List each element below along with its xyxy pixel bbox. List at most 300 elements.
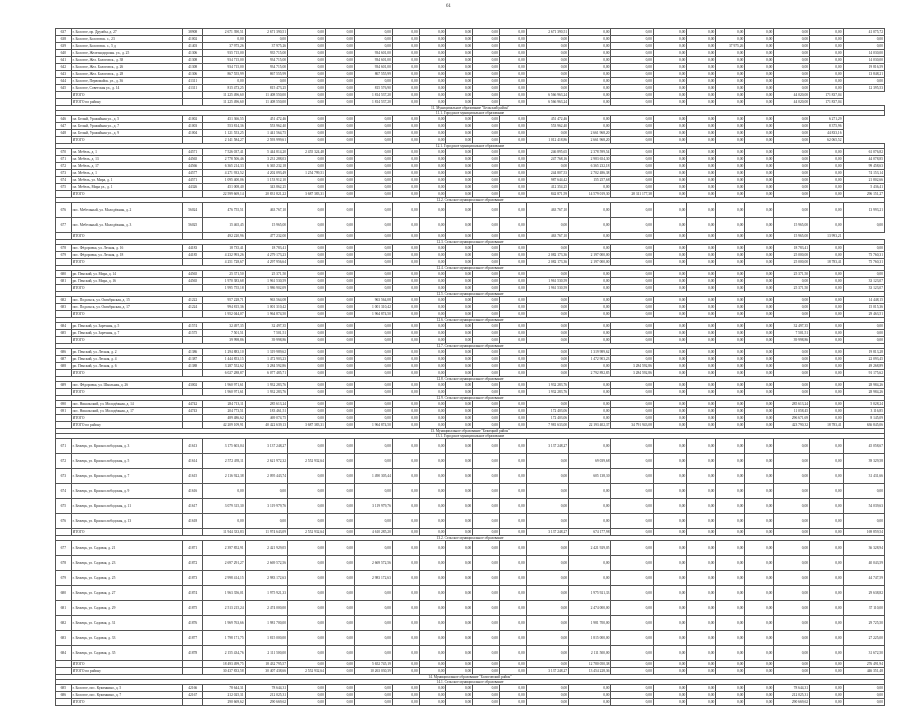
value-cell: 212 025,31 bbox=[203, 692, 245, 699]
value-cell: 0,00 bbox=[499, 556, 526, 571]
value-cell: 0,00 bbox=[325, 541, 354, 556]
value-cell: 25 371,50 bbox=[245, 271, 287, 278]
value-cell: 2 474 000,00 bbox=[569, 601, 611, 616]
code-cell: 42166 bbox=[183, 685, 203, 692]
row-number: 683 bbox=[56, 304, 72, 311]
value-cell: 0,00 bbox=[716, 130, 745, 137]
value-cell: 0,00 bbox=[499, 85, 526, 92]
value-cell: 0,00 bbox=[687, 499, 716, 514]
value-cell: 15 965,00 bbox=[774, 218, 810, 233]
value-cell: 11 225 496,60 bbox=[203, 99, 245, 106]
address-cell: г. Бежецк, ул. Садовая, д. 27 bbox=[71, 586, 183, 601]
value-cell: 0,00 bbox=[392, 699, 419, 706]
value-cell: 0,00 bbox=[325, 323, 354, 330]
value-cell: 0,00 bbox=[716, 311, 745, 318]
table-row bbox=[56, 541, 885, 556]
address-cell: г. Бологое, пос. Куженкино, д. 7 bbox=[71, 692, 183, 699]
code-cell bbox=[183, 99, 203, 106]
row-number: 683 bbox=[56, 631, 72, 646]
value-cell: 15 965,00 bbox=[245, 218, 287, 233]
value-cell: 78 644,31 bbox=[245, 685, 287, 692]
table-row bbox=[56, 271, 885, 278]
value-cell: 0,00 bbox=[774, 349, 810, 356]
value-cell: 4 610 285,20 bbox=[354, 529, 392, 536]
value-cell: 0,00 bbox=[653, 692, 686, 699]
code-cell bbox=[183, 191, 203, 198]
value-cell: 0,00 bbox=[745, 71, 774, 78]
value-cell: 0,00 bbox=[354, 370, 392, 377]
value-cell: 0,00 bbox=[611, 311, 653, 318]
value-cell: 0,00 bbox=[526, 163, 568, 170]
value-cell: 0,00 bbox=[716, 170, 745, 177]
value-cell: 18 783,41 bbox=[774, 245, 810, 252]
value-cell: 935 715,00 bbox=[245, 50, 287, 57]
value-cell: 0,00 bbox=[392, 363, 419, 370]
table-row bbox=[56, 116, 885, 123]
value-cell: 0,00 bbox=[419, 692, 446, 699]
value-cell: 0,00 bbox=[716, 259, 745, 266]
value-cell: 934 715,00 bbox=[245, 57, 287, 64]
value-cell: 0,00 bbox=[354, 514, 392, 529]
value-cell: 0,00 bbox=[325, 454, 354, 469]
address-cell: пл. Мебель, д. 1 bbox=[71, 149, 183, 156]
value-cell: 1 254 799,51 bbox=[288, 170, 326, 177]
value-cell: 0,00 bbox=[810, 401, 843, 408]
table-row bbox=[56, 363, 885, 370]
value-cell: 0,00 bbox=[653, 156, 686, 163]
value-cell: 0,00 bbox=[526, 43, 568, 50]
value-cell: 0,00 bbox=[810, 661, 843, 668]
value-cell: 0,00 bbox=[499, 601, 526, 616]
value-cell: 0,00 bbox=[687, 556, 716, 571]
value-cell: 1 932 283,76 bbox=[245, 382, 287, 389]
address-cell: г. Бежецк, ул. Краснослободская, д. 11 bbox=[71, 499, 183, 514]
value-cell: 62 065,52 bbox=[810, 137, 843, 144]
value-cell: 0,00 bbox=[526, 499, 568, 514]
value-cell: 0,00 bbox=[526, 541, 568, 556]
value-cell: 0,00 bbox=[473, 646, 500, 661]
value-cell: 934 601,00 bbox=[354, 50, 392, 57]
value-cell: 0,00 bbox=[745, 389, 774, 396]
value-cell: 0,00 bbox=[611, 137, 653, 144]
value-cell: 0,00 bbox=[843, 78, 884, 85]
value-cell: 1 815 000,00 bbox=[569, 631, 611, 646]
value-cell: 0,00 bbox=[810, 356, 843, 363]
value-cell: 0,00 bbox=[419, 85, 446, 92]
value-cell: 0,00 bbox=[810, 337, 843, 344]
value-cell: 0,00 bbox=[653, 123, 686, 130]
value-cell: 0,00 bbox=[526, 631, 568, 646]
table-row bbox=[56, 401, 885, 408]
table-row bbox=[56, 631, 885, 646]
value-cell: 0,00 bbox=[653, 356, 686, 363]
value-cell: 0,00 bbox=[716, 71, 745, 78]
value-cell: 0,00 bbox=[245, 514, 287, 529]
value-cell: 0,00 bbox=[446, 541, 473, 556]
value-cell: 0,00 bbox=[653, 137, 686, 144]
value-cell: 0,00 bbox=[419, 170, 446, 177]
address-cell: г. Бежецк, ул. Краснослободская, д. 9 bbox=[71, 484, 183, 499]
value-cell: 987 644,42 bbox=[526, 177, 568, 184]
value-cell: 0,00 bbox=[499, 57, 526, 64]
value-cell: 0,00 bbox=[810, 252, 843, 259]
value-cell: 1 964 874,50 bbox=[245, 311, 287, 318]
value-cell: 0,00 bbox=[392, 601, 419, 616]
value-cell: 0,00 bbox=[446, 363, 473, 370]
value-cell: 0,00 bbox=[653, 311, 686, 318]
value-cell: 2 421 929,05 bbox=[245, 541, 287, 556]
value-cell: 0,00 bbox=[687, 529, 716, 536]
value-cell: 0,00 bbox=[419, 370, 446, 377]
value-cell: 0,00 bbox=[611, 601, 653, 616]
value-cell: 39 329,58 bbox=[843, 454, 884, 469]
value-cell: 0,00 bbox=[745, 297, 774, 304]
table-row bbox=[56, 699, 885, 706]
table-row bbox=[56, 601, 885, 616]
value-cell: 28 984,26 bbox=[843, 389, 884, 396]
value-cell: 28 311 177,38 bbox=[611, 191, 653, 198]
value-cell: 0,00 bbox=[325, 631, 354, 646]
value-cell: 0,00 bbox=[473, 297, 500, 304]
value-cell: 6 365 214,33 bbox=[203, 163, 245, 170]
value-cell: 0,00 bbox=[745, 184, 774, 191]
value-cell: 0,00 bbox=[611, 297, 653, 304]
value-cell: 0,00 bbox=[446, 149, 473, 156]
value-cell: 0,00 bbox=[569, 43, 611, 50]
value-cell: 0,00 bbox=[419, 616, 446, 631]
row-number bbox=[56, 92, 72, 99]
table-row bbox=[56, 484, 885, 499]
value-cell: 0,00 bbox=[526, 50, 568, 57]
value-cell: 0,00 bbox=[419, 149, 446, 156]
value-cell: 0,00 bbox=[473, 601, 500, 616]
value-cell: 0,00 bbox=[499, 389, 526, 396]
value-cell: 0,00 bbox=[392, 278, 419, 285]
value-cell: 0,00 bbox=[745, 692, 774, 699]
value-cell: 0,00 bbox=[611, 484, 653, 499]
value-cell: 0,00 bbox=[687, 233, 716, 240]
value-cell: 1 095 400,06 bbox=[203, 177, 245, 184]
value-cell: 0,00 bbox=[687, 484, 716, 499]
value-cell: 0,00 bbox=[716, 203, 745, 218]
value-cell: 0,00 bbox=[446, 285, 473, 292]
value-cell: 0,00 bbox=[716, 177, 745, 184]
value-cell: 0,00 bbox=[419, 29, 446, 36]
value-cell: 0,00 bbox=[526, 484, 568, 499]
row-number: 681 bbox=[56, 601, 72, 616]
value-cell: 0,00 bbox=[288, 218, 326, 233]
value-cell: 0,00 bbox=[499, 349, 526, 356]
table-row bbox=[56, 337, 885, 344]
value-cell: 0,00 bbox=[392, 454, 419, 469]
value-cell: 0,00 bbox=[810, 330, 843, 337]
code-cell bbox=[183, 285, 203, 292]
value-cell: 0,00 bbox=[745, 541, 774, 556]
table-row bbox=[56, 685, 885, 692]
value-cell: 0,00 bbox=[810, 304, 843, 311]
value-cell: 0,00 bbox=[446, 439, 473, 454]
value-cell: 18 783,41 bbox=[810, 259, 843, 266]
address-cell: г. Бежецк, ул. Садовая, д. 29 bbox=[71, 601, 183, 616]
table-row bbox=[56, 36, 885, 43]
value-cell: 14 448,15 bbox=[843, 297, 884, 304]
value-cell: 0,00 bbox=[446, 699, 473, 706]
value-cell: 1 472 903,23 bbox=[245, 356, 287, 363]
value-cell: 0,00 bbox=[392, 330, 419, 337]
value-cell: 0,00 bbox=[687, 401, 716, 408]
section-title: 12.6. Сельское муниципальное образование bbox=[56, 318, 885, 323]
value-cell: 0,00 bbox=[392, 514, 419, 529]
table-row bbox=[56, 330, 885, 337]
value-cell: 0,00 bbox=[446, 71, 473, 78]
value-cell: 0,00 bbox=[774, 616, 810, 631]
value-cell: 0,00 bbox=[392, 370, 419, 377]
value-cell: 0,00 bbox=[499, 271, 526, 278]
code-cell: 44571 bbox=[183, 149, 203, 156]
value-cell: 37 975,26 bbox=[716, 43, 745, 50]
value-cell: 0,00 bbox=[611, 271, 653, 278]
value-cell: 0,00 bbox=[745, 484, 774, 499]
value-cell: 2 082 173,36 bbox=[526, 259, 568, 266]
value-cell: 0,00 bbox=[569, 92, 611, 99]
code-cell bbox=[183, 668, 203, 675]
value-cell: 4 297 956,64 bbox=[245, 259, 287, 266]
value-cell: 0,00 bbox=[473, 233, 500, 240]
value-cell: 963 564,08 bbox=[245, 297, 287, 304]
value-cell: 0,00 bbox=[774, 130, 810, 137]
value-cell: 0,00 bbox=[325, 123, 354, 130]
value-cell: 13 993,21 bbox=[843, 203, 884, 218]
value-cell: 0,00 bbox=[288, 71, 326, 78]
value-cell: 0,00 bbox=[446, 337, 473, 344]
row-number: 677 bbox=[56, 541, 72, 556]
value-cell: 0,00 bbox=[446, 170, 473, 177]
value-cell: 0,00 bbox=[687, 422, 716, 429]
code-cell: 41306 bbox=[183, 50, 203, 57]
value-cell: 1 001 310,42 bbox=[354, 304, 392, 311]
address-cell: г. Бежецк, ул. Садовая, д. 35 bbox=[71, 646, 183, 661]
value-cell: 934 601,00 bbox=[354, 57, 392, 64]
value-cell: 0,00 bbox=[473, 130, 500, 137]
value-cell: 2 111 500,00 bbox=[569, 646, 611, 661]
value-cell: 0,00 bbox=[569, 50, 611, 57]
value-cell: 0,00 bbox=[611, 233, 653, 240]
value-cell: 0,00 bbox=[843, 245, 884, 252]
row-number: 685 bbox=[56, 685, 72, 692]
value-cell: 0,00 bbox=[716, 356, 745, 363]
address-cell: ИТОГО bbox=[71, 92, 183, 99]
value-cell: 2 455 324,48 bbox=[288, 149, 326, 156]
value-cell: 0,00 bbox=[774, 64, 810, 71]
value-cell: 0,00 bbox=[325, 191, 354, 198]
value-cell: 0,00 bbox=[354, 43, 392, 50]
value-cell: 0,00 bbox=[810, 370, 843, 377]
code-cell: 41614 bbox=[183, 454, 203, 469]
value-cell: 0,00 bbox=[687, 259, 716, 266]
value-cell: 0,00 bbox=[446, 85, 473, 92]
value-cell: 1 963 356,01 bbox=[203, 586, 245, 601]
value-cell: 0,00 bbox=[611, 130, 653, 137]
value-cell: 0,00 bbox=[569, 514, 611, 529]
value-cell: 0,00 bbox=[810, 278, 843, 285]
row-number: 681 bbox=[56, 278, 72, 285]
value-cell: 0,00 bbox=[499, 469, 526, 484]
value-cell: 994 815,36 bbox=[203, 304, 245, 311]
value-cell: 0,00 bbox=[687, 699, 716, 706]
value-cell: 7 501,51 bbox=[774, 330, 810, 337]
value-cell: 0,00 bbox=[745, 529, 774, 536]
value-cell: 0,00 bbox=[810, 218, 843, 233]
value-cell: 0,00 bbox=[687, 50, 716, 57]
value-cell: 0,00 bbox=[810, 184, 843, 191]
value-cell: 2 552 932,64 bbox=[288, 454, 326, 469]
value-cell: 290 669,62 bbox=[203, 699, 245, 706]
value-cell: 0,00 bbox=[653, 233, 686, 240]
value-cell: 0,00 bbox=[526, 469, 568, 484]
value-cell: 0,00 bbox=[325, 356, 354, 363]
value-cell: 39 998,86 bbox=[774, 337, 810, 344]
value-cell: 0,00 bbox=[392, 123, 419, 130]
value-cell: 0,00 bbox=[446, 252, 473, 259]
code-cell: 44565 bbox=[183, 156, 203, 163]
code-cell bbox=[183, 311, 203, 318]
value-cell: 0,00 bbox=[354, 685, 392, 692]
value-cell: 290 669,62 bbox=[245, 699, 287, 706]
code-cell: 41615 bbox=[183, 469, 203, 484]
value-cell: 0,00 bbox=[843, 323, 884, 330]
value-cell: 815 576,90 bbox=[354, 85, 392, 92]
code-cell bbox=[183, 389, 203, 396]
value-cell: 1 319 989,62 bbox=[569, 349, 611, 356]
row-number: 672 bbox=[56, 454, 72, 469]
address-cell: пос. Мебельный, ул. Молодёжная, д. 2 bbox=[71, 203, 183, 218]
value-cell: 0,00 bbox=[611, 116, 653, 123]
value-cell: 0,00 bbox=[653, 699, 686, 706]
code-cell: 41002 bbox=[183, 36, 203, 43]
row-number: 678 bbox=[56, 245, 72, 252]
value-cell: 0,00 bbox=[288, 233, 326, 240]
value-cell: 0,00 bbox=[288, 389, 326, 396]
code-cell: 41224 bbox=[183, 304, 203, 311]
value-cell: 0,00 bbox=[745, 29, 774, 36]
value-cell: 0,00 bbox=[774, 454, 810, 469]
code-cell: 41311 bbox=[183, 85, 203, 92]
value-cell: 0,00 bbox=[325, 422, 354, 429]
address-cell: ИТОГО bbox=[71, 389, 183, 396]
address-cell: ИТОГО bbox=[71, 699, 183, 706]
value-cell: 343 862,25 bbox=[245, 184, 287, 191]
value-cell: 0,00 bbox=[325, 311, 354, 318]
value-cell: 0,00 bbox=[526, 71, 568, 78]
value-cell: 0,00 bbox=[843, 218, 884, 233]
value-cell: 0,00 bbox=[687, 330, 716, 337]
value-cell: 0,00 bbox=[526, 330, 568, 337]
section-title: 12.9. Сельское муниципальное образование bbox=[56, 396, 885, 401]
value-cell: 0,00 bbox=[419, 311, 446, 318]
value-cell: 0,00 bbox=[203, 78, 245, 85]
table-row bbox=[56, 218, 885, 233]
value-cell: 0,00 bbox=[774, 170, 810, 177]
value-cell: 0,00 bbox=[325, 271, 354, 278]
value-cell: 0,00 bbox=[473, 389, 500, 396]
value-cell: 11 974 643,09 bbox=[245, 529, 287, 536]
value-cell: 0,00 bbox=[569, 57, 611, 64]
value-cell: 1 975 921,33 bbox=[245, 586, 287, 601]
value-cell: 553 962,40 bbox=[245, 123, 287, 130]
value-cell: 867 555,99 bbox=[245, 71, 287, 78]
value-cell: 0,00 bbox=[774, 85, 810, 92]
section-title: 12.5. Сельское муниципальное образование bbox=[56, 292, 885, 297]
value-cell: 5 028,24 bbox=[843, 401, 884, 408]
row-number bbox=[56, 415, 72, 422]
value-cell: 0,00 bbox=[843, 692, 884, 699]
code-cell: 41003 bbox=[183, 123, 203, 130]
value-cell: 0,00 bbox=[288, 252, 326, 259]
value-cell: 0,00 bbox=[419, 92, 446, 99]
value-cell: 3 137 248,27 bbox=[526, 668, 568, 675]
value-cell: 45 058,67 bbox=[843, 439, 884, 454]
table-row bbox=[56, 586, 885, 601]
value-cell: 0,00 bbox=[569, 271, 611, 278]
value-cell: 0,00 bbox=[325, 685, 354, 692]
value-cell: 25 000,00 bbox=[774, 259, 810, 266]
value-cell: 0,00 bbox=[499, 382, 526, 389]
value-cell: 0,00 bbox=[354, 163, 392, 170]
table-row bbox=[56, 191, 885, 198]
value-cell: 0,00 bbox=[653, 191, 686, 198]
value-cell: 15 965,00 bbox=[774, 233, 810, 240]
section-title: 12.7. Сельское муниципальное образование bbox=[56, 344, 885, 349]
address-cell: пос. Мебельный, ул. Молодёжная, д. 3 bbox=[71, 218, 183, 233]
value-cell: 2 552 932,64 bbox=[288, 668, 326, 675]
value-cell: 37 975,26 bbox=[203, 43, 245, 50]
value-cell: 7 981 633,00 bbox=[526, 422, 568, 429]
value-cell: 0,00 bbox=[473, 43, 500, 50]
value-cell: 0,00 bbox=[745, 601, 774, 616]
value-cell: 0,00 bbox=[716, 541, 745, 556]
value-cell: 0,00 bbox=[611, 454, 653, 469]
value-cell: 0,00 bbox=[745, 285, 774, 292]
value-cell: 0,00 bbox=[687, 163, 716, 170]
value-cell: 0,00 bbox=[611, 278, 653, 285]
value-cell: 451 472,46 bbox=[526, 116, 568, 123]
value-cell: 0,00 bbox=[810, 685, 843, 692]
value-cell: 0,00 bbox=[774, 356, 810, 363]
value-cell: 1 001 310,42 bbox=[245, 304, 287, 311]
value-cell: 3 231 288,03 bbox=[245, 156, 287, 163]
code-cell: 41876 bbox=[183, 616, 203, 631]
value-cell: 69 039,68 bbox=[569, 454, 611, 469]
address-cell: пл. Мебель, ул. Мира, д. 1 bbox=[71, 177, 183, 184]
value-cell: 0,00 bbox=[653, 514, 686, 529]
value-cell: 0,00 bbox=[392, 85, 419, 92]
value-cell: 0,00 bbox=[810, 64, 843, 71]
value-cell: 0,00 bbox=[392, 130, 419, 137]
value-cell: 0,00 bbox=[716, 415, 745, 422]
value-cell: 0,00 bbox=[745, 415, 774, 422]
address-cell: ИТОГО bbox=[71, 311, 183, 318]
section-title: 12.2. Сельское муниципальное образование bbox=[56, 198, 885, 203]
value-cell: 0,00 bbox=[611, 415, 653, 422]
value-cell: 0,00 bbox=[288, 285, 326, 292]
value-cell: 0,00 bbox=[499, 439, 526, 454]
value-cell: 0,00 bbox=[325, 203, 354, 218]
value-cell: 3 137 248,27 bbox=[526, 439, 568, 454]
value-cell: 74 153,14 bbox=[843, 170, 884, 177]
value-cell: 0,00 bbox=[526, 304, 568, 311]
value-cell: 3 137 248,27 bbox=[245, 439, 287, 454]
value-cell: 0,00 bbox=[354, 323, 392, 330]
